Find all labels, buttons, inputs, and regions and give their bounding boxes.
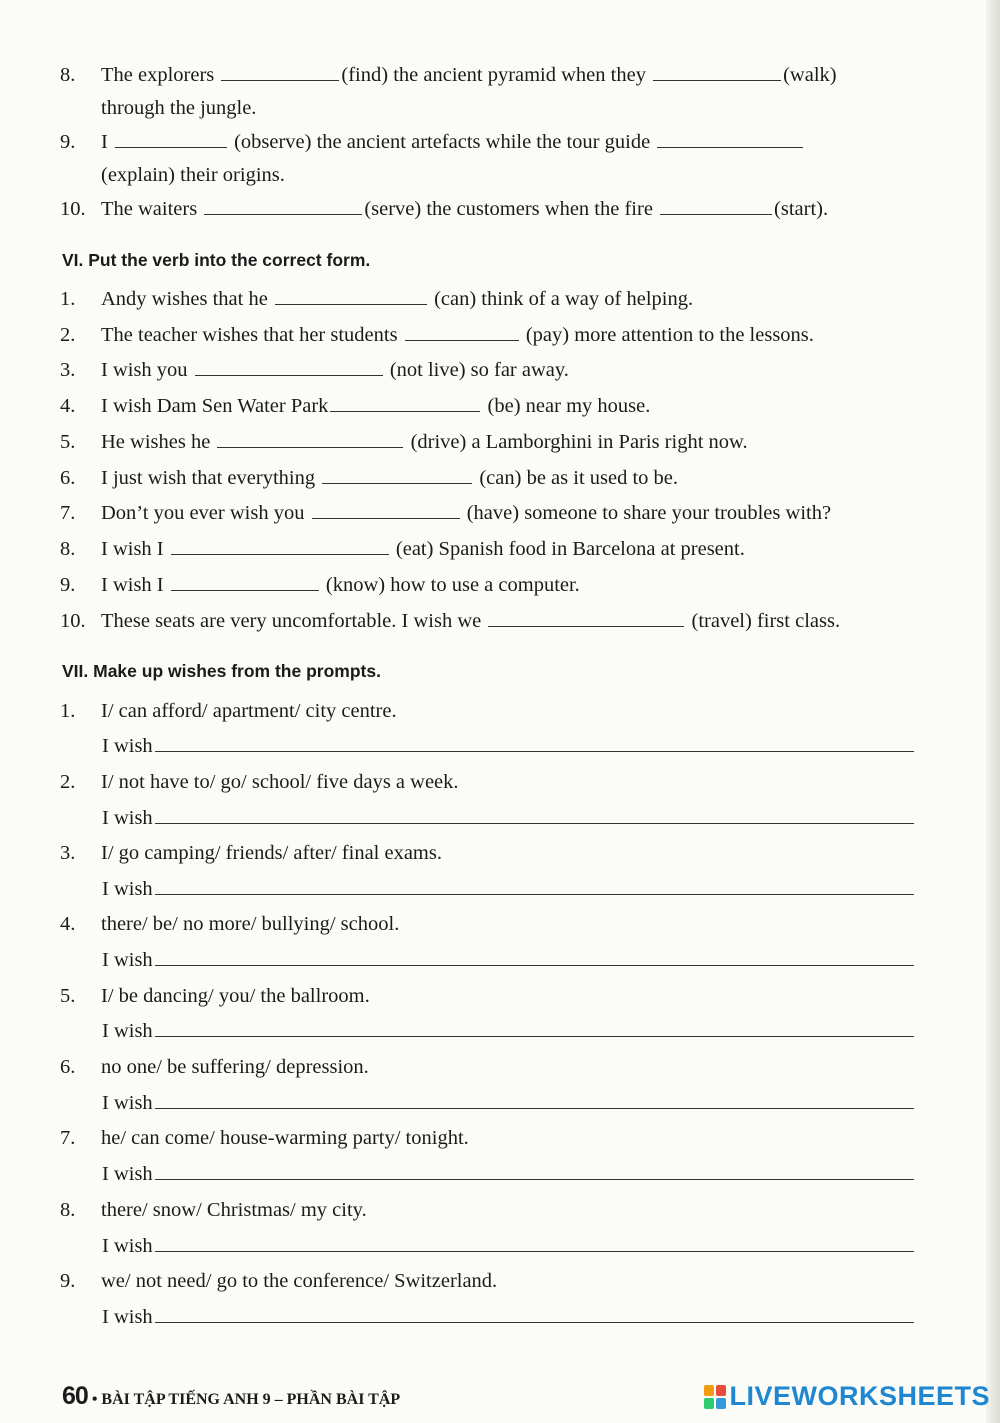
answer-blank[interactable]	[221, 60, 339, 81]
liveworksheets-icon	[704, 1385, 726, 1409]
item-number: 3.	[60, 359, 76, 381]
item-number: 9.	[60, 131, 76, 153]
item-text: (drive) a Lamborghini in Paris right now.	[410, 431, 748, 453]
item-prompt: I/ not have to/ go/ school/ five days a week.	[101, 771, 459, 793]
item-number: 9.	[60, 1270, 76, 1292]
wish-answer-line	[102, 1088, 914, 1118]
item-number: 8.	[60, 64, 76, 86]
answer-blank[interactable]	[155, 1018, 914, 1037]
answer-prefix: I wish	[102, 878, 153, 900]
answer-blank[interactable]	[115, 127, 227, 148]
item-text: (can) be as it used to be.	[479, 467, 679, 489]
book-title: BÀI TẬP TIẾNG ANH 9 – PHẦN BÀI TẬP	[101, 1391, 401, 1408]
answer-blank[interactable]	[195, 355, 383, 376]
item-text: (explain) their origins.	[101, 164, 285, 186]
page-edge-shadow	[986, 0, 1000, 1423]
item-text: (pay) more attention to the lessons.	[525, 324, 814, 346]
item-number: 7.	[60, 1127, 76, 1149]
item-number: 5.	[60, 431, 76, 453]
item-number: 5.	[60, 985, 76, 1007]
wish-answer-line	[102, 1016, 914, 1046]
item-text: (eat) Spanish food in Barcelona at present.	[395, 538, 745, 560]
answer-prefix: I wish	[102, 735, 153, 757]
item-prompt: he/ can come/ house-warming party/ tonight.	[101, 1127, 469, 1149]
answer-blank[interactable]	[488, 606, 684, 627]
answer-blank[interactable]	[155, 1233, 914, 1252]
item-number: 10.	[60, 610, 86, 632]
item-text: I just wish that everything	[101, 467, 316, 489]
item-number: 4.	[60, 395, 76, 417]
section-vii-heading: VII. Make up wishes from the prompts.	[62, 661, 381, 681]
answer-blank[interactable]	[204, 194, 362, 215]
item-number: 8.	[60, 1199, 76, 1221]
item-text: The teacher wishes that her students	[101, 324, 398, 346]
section-vi-heading: VI. Put the verb into the correct form.	[62, 250, 371, 270]
answer-blank[interactable]	[155, 947, 914, 966]
item-prompt: I/ can afford/ apartment/ city centre.	[101, 700, 397, 722]
item-number: 1.	[60, 700, 76, 722]
item-text: Andy wishes that he	[101, 288, 268, 310]
answer-blank[interactable]	[405, 320, 519, 341]
item-text: The waiters	[101, 198, 198, 220]
item-text: I wish I	[101, 574, 164, 596]
item-text: (travel) first class.	[691, 610, 841, 632]
answer-blank[interactable]	[312, 498, 460, 519]
item-text: I	[101, 131, 108, 153]
item-text: He wishes he	[101, 431, 211, 453]
item-prompt: no one/ be suffering/ depression.	[101, 1056, 369, 1078]
answer-prefix: I wish	[102, 949, 153, 971]
item-prompt: I/ go camping/ friends/ after/ final exams.	[101, 842, 442, 864]
answer-blank[interactable]	[660, 194, 772, 215]
item-text: (not live) so far away.	[389, 359, 569, 381]
item-number: 2.	[60, 771, 76, 793]
item-number: 9.	[60, 574, 76, 596]
answer-blank[interactable]	[322, 463, 472, 484]
item-text: I wish I	[101, 538, 164, 560]
answer-blank[interactable]	[155, 805, 914, 824]
wish-answer-line	[102, 945, 914, 975]
answer-blank[interactable]	[653, 60, 781, 81]
answer-blank[interactable]	[155, 1090, 914, 1109]
page-footer	[62, 1382, 400, 1411]
item-number: 2.	[60, 324, 76, 346]
answer-blank[interactable]	[275, 284, 427, 305]
item-text: The explorers	[101, 64, 215, 86]
item-prompt: I/ be dancing/ you/ the ballroom.	[101, 985, 370, 1007]
item-text: (walk)	[783, 64, 837, 86]
item-text: I wish you	[101, 359, 188, 381]
item-number: 10.	[60, 198, 86, 220]
item-number: 6.	[60, 467, 76, 489]
answer-blank[interactable]	[171, 570, 319, 591]
answer-prefix: I wish	[102, 1163, 153, 1185]
item-text: Don’t you ever wish you	[101, 502, 305, 524]
item-prompt: there/ be/ no more/ bullying/ school.	[101, 913, 400, 935]
item-text: (find) the ancient pyramid when they	[341, 64, 646, 86]
item-text: I wish Dam Sen Water Park	[101, 395, 329, 417]
answer-blank[interactable]	[330, 391, 480, 412]
item-text: (start).	[774, 198, 829, 220]
item-text: (be) near my house.	[487, 395, 651, 417]
item-number: 3.	[60, 842, 76, 864]
item-text: These seats are very uncomfortable. I wish we	[101, 610, 482, 632]
item-number: 4.	[60, 913, 76, 935]
answer-prefix: I wish	[102, 1235, 153, 1257]
item-text: through the jungle.	[101, 97, 257, 119]
wish-answer-line	[102, 1231, 914, 1261]
item-number: 6.	[60, 1056, 76, 1078]
wish-answer-line	[102, 803, 914, 833]
answer-blank[interactable]	[155, 733, 914, 752]
answer-blank[interactable]	[155, 1161, 914, 1180]
item-number: 8.	[60, 538, 76, 560]
wish-answer-line	[102, 1302, 914, 1332]
answer-blank[interactable]	[155, 876, 914, 895]
brand-name: LIVEWORKSHEETS	[729, 1381, 990, 1411]
wish-answer-line	[102, 1159, 914, 1189]
wish-answer-line	[102, 731, 914, 761]
answer-prefix: I wish	[102, 1306, 153, 1328]
item-text: (serve) the customers when the fire	[364, 198, 653, 220]
item-number: 7.	[60, 502, 76, 524]
item-text: (know) how to use a computer.	[325, 574, 580, 596]
answer-blank[interactable]	[155, 1304, 914, 1323]
answer-blank[interactable]	[657, 127, 803, 148]
answer-blank[interactable]	[171, 534, 389, 555]
answer-prefix: I wish	[102, 807, 153, 829]
answer-prefix: I wish	[102, 1092, 153, 1114]
page-number: 60	[62, 1382, 88, 1410]
item-text: (have) someone to share your troubles with?	[466, 502, 832, 524]
wish-answer-line	[102, 874, 914, 904]
answer-prefix: I wish	[102, 1020, 153, 1042]
footer-separator: •	[91, 1391, 98, 1408]
item-prompt: there/ snow/ Christmas/ my city.	[101, 1199, 367, 1221]
liveworksheets-logo[interactable]	[704, 1381, 990, 1412]
item-number: 1.	[60, 288, 76, 310]
item-text: (observe) the ancient artefacts while the tour guide	[234, 131, 651, 153]
item-prompt: we/ not need/ go to the conference/ Switzerland.	[101, 1270, 498, 1292]
item-text: (can) think of a way of helping.	[434, 288, 694, 310]
answer-blank[interactable]	[217, 427, 403, 448]
